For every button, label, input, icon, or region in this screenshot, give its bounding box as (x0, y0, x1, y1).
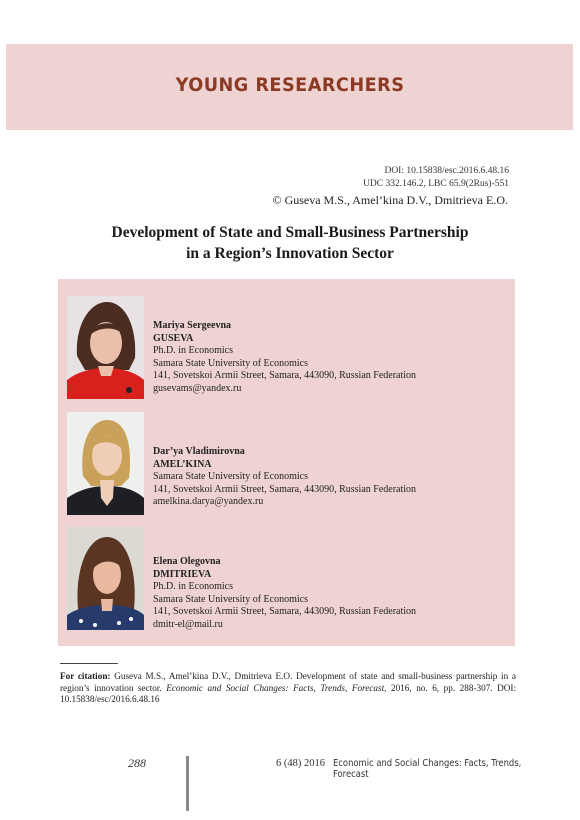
author-address: 141, Sovetskoi Armii Street, Samara, 443090, Russian Federation (153, 606, 417, 618)
title-line-1: Development of State and Small-Business Partnership (111, 224, 469, 241)
author-address: 141, Sovetskoi Armii Street, Samara, 443090, Russian Federation (153, 483, 417, 495)
doi: DOI: 10.15838/esc.2016.6.48.16 (384, 166, 509, 176)
citation (60, 671, 516, 706)
page-number: 288 (128, 756, 146, 770)
footer-divider (186, 756, 189, 811)
author-first-names: Elena Olegovna (153, 556, 221, 567)
section-title: YOUNG RESEARCHERS (175, 74, 405, 96)
author-address: 141, Sovetskoi Armii Street, Samara, 443090, Russian Federation (153, 370, 417, 382)
footnote-rule (60, 663, 118, 664)
author-surname: DMITRIEVA (153, 568, 212, 580)
citation-journal: Economic and Social Changes: Facts, Trends, Forecast (166, 682, 385, 693)
author-photo-amelkina (67, 412, 144, 515)
author-photo-guseva (67, 296, 144, 399)
footer-issue: 6 (48) 2016 (276, 758, 325, 769)
author-card-guseva (153, 320, 416, 396)
author-email[interactable]: gusevams@yandex.ru (153, 382, 242, 394)
title-line-2: in a Region’s Innovation Sector (186, 245, 394, 262)
author-affiliation: Samara State University of Economics (153, 593, 308, 605)
author-affiliation: Samara State University of Economics (153, 357, 308, 369)
author-degree: Ph.D. in Economics (153, 581, 233, 593)
author-first-names: Mariya Sergeevna (153, 320, 232, 331)
citation-text-after: , 2016, no. 6, pp. 288-307. DOI: 10.15838/esc/2016.6.48.16 (60, 682, 516, 704)
footer-journal: Economic and Social Changes: Facts, Trends, Forecast (333, 758, 522, 780)
author-email[interactable]: dmitr-el@mail.ru (153, 618, 223, 630)
author-card-amelkina (153, 446, 416, 509)
citation-label: For citation: (60, 671, 111, 681)
author-surname: AMEL’KINA (153, 458, 212, 470)
author-surname: GUSEVA (153, 332, 194, 344)
author-email[interactable]: amelkina.darya@yandex.ru (153, 496, 264, 508)
paper-title (0, 222, 580, 264)
author-photo-dmitrieva (67, 527, 144, 630)
copyright: © Guseva M.S., Amel’kina D.V., Dmitrieva E.O. (272, 193, 508, 207)
author-affiliation: Samara State University of Economics (153, 471, 308, 483)
author-degree: Ph.D. in Economics (153, 345, 233, 357)
author-card-dmitrieva (153, 556, 416, 632)
citation-text-before: Guseva M.S., Amel’kina D.V., Dmitrieva E.O. Development of state and small-business partnership in a region’s innovation sector. (60, 671, 516, 693)
udc: UDC 332.146.2, LBC 65.9(2Rus)-551 (363, 179, 509, 189)
author-first-names: Dar’ya Vladimirovna (153, 446, 245, 457)
